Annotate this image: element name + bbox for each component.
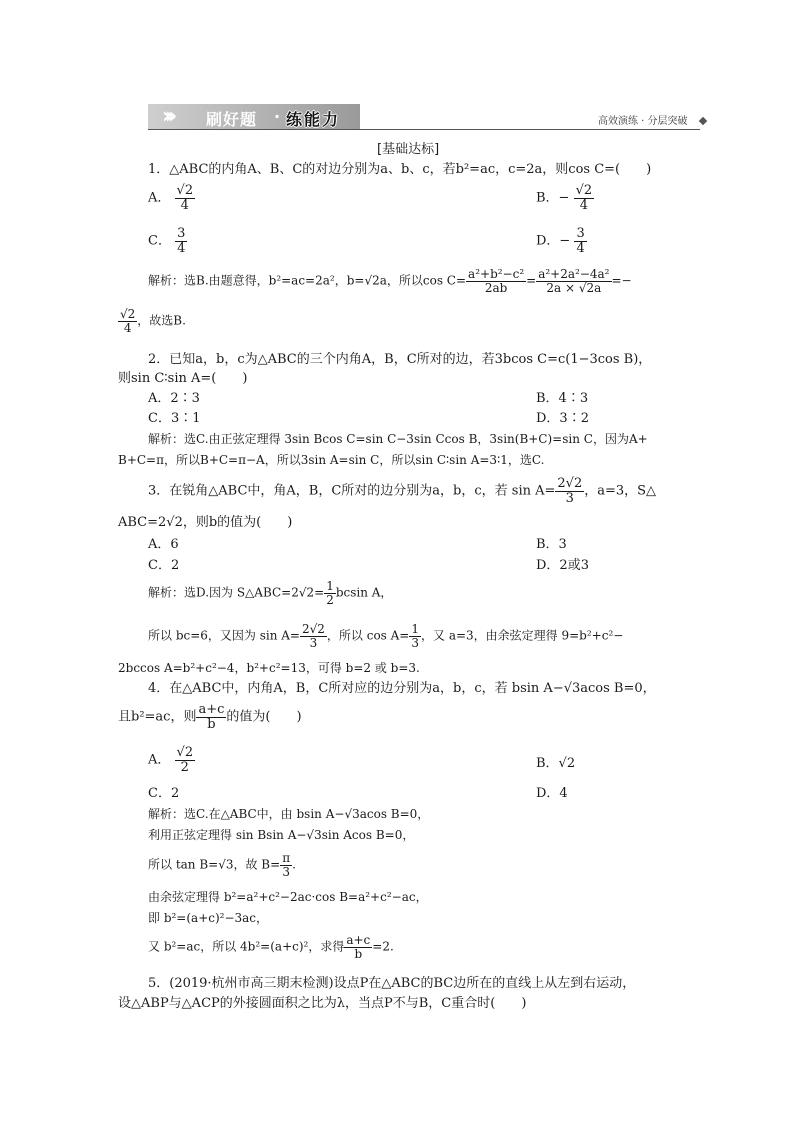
q1-option-b-label: B．−	[536, 190, 570, 206]
q3-solution2-frac2-den: 3	[411, 635, 420, 650]
q3-solution2-end: ，又 a=3，由余弦定理得 9=b²+c²−	[421, 628, 624, 643]
q4-option-a-den: 2	[180, 759, 189, 775]
q1-option-b	[536, 184, 594, 212]
q1-option-a	[148, 184, 195, 212]
q2-option-a: A．2∶3	[148, 391, 200, 406]
q1-option-d-den: 4	[576, 240, 585, 256]
q2-stem-line1: 2．已知a，b，c为△ABC的三个内角A，B，C所对的边，若3bcos C=c(1−3cos B)，	[148, 352, 652, 367]
q3-solution2-mid: ，所以 cos A=	[326, 628, 410, 643]
q1-option-d-fraction	[574, 227, 586, 255]
q4-stem-end: 的值为( )	[226, 709, 302, 725]
header-right-text: 高效演练 · 分层突破	[598, 116, 688, 127]
q3-solution2-frac1-den: 3	[309, 635, 318, 650]
q4-solution-line1: 解析：选C.在△ABC中，由 bsin A−√3acos B=0，	[148, 807, 430, 821]
q1-option-d-label: D．−	[536, 233, 571, 249]
q4-solution-line3	[148, 852, 296, 878]
q1-solution-eq: =	[526, 273, 537, 288]
q1-solution-frac3-den: 4	[123, 320, 132, 335]
q4-solution-line5: 即 b²=(a+c)²−3ac，	[148, 911, 269, 925]
q4-solution6-end: =2.	[372, 939, 394, 954]
q4-option-d: D．4	[536, 786, 568, 801]
q1-solution-frac3-num: √2	[120, 307, 136, 321]
q3-solution-end: bcsin A，	[335, 585, 393, 600]
q4-solution6-frac-num: a+c	[346, 933, 371, 947]
q4-solution-line6	[148, 934, 394, 960]
q1-solution-frac2-den: 2a × √2a	[546, 280, 602, 295]
q4-option-b: B．√2	[536, 756, 576, 771]
q2-solution-line1: 解析：选C.由正弦定理得 3sin Bcos C=sin C−3sin Ccos B，3sin(B+C)=sin C，因为A+	[148, 432, 648, 446]
q3-solution-frac-num: 1	[326, 579, 334, 593]
q4-solution-line4: 由余弦定理得 b²=a²+c²−2ac·cos B=a²+c²−ac，	[148, 890, 428, 904]
q1-solution-frac1-den: 2ab	[484, 280, 508, 295]
q1-option-b-den: 4	[579, 197, 589, 213]
q4-option-a-fraction	[175, 746, 196, 774]
q3-solution2-frac1	[300, 623, 327, 649]
q1-option-c-num: 3	[177, 226, 186, 241]
q4-option-c: C．2	[148, 786, 180, 801]
q1-solution-line2	[118, 308, 186, 334]
banner-dot: ·	[274, 107, 281, 126]
q1-option-d-num: 3	[576, 226, 585, 241]
q2-solution-line2: B+C=π，所以B+C=π−A，所以3sin A=sin C，所以sin C∶sin A=3∶1，选C.	[118, 453, 545, 467]
q1-option-b-num: √2	[575, 183, 593, 198]
q3-option-d: D．2或3	[536, 558, 589, 573]
q3-stem-end: ，a=3，S△	[584, 483, 657, 499]
q2-option-b: B．4∶3	[536, 391, 589, 406]
q3-stem-line1	[148, 477, 656, 505]
q1-solution-line1	[148, 268, 632, 294]
q4-stem-frac-num: a+c	[198, 702, 225, 717]
q5-stem-line2: 设△ABP与△ACP的外接圆面积之比为λ，当点P不与B，C重合时( )	[118, 996, 527, 1011]
q1-solution-frac1	[466, 268, 526, 294]
q4-stem-frac-den: b	[207, 716, 216, 732]
q1-solution-start: 解析：选B.由题意得，b²=ac=2a²，b=√2a，所以cos C=	[148, 273, 467, 288]
q2-stem-line2: 则sin C∶sin A=( )	[118, 371, 248, 386]
q3-solution-frac	[324, 580, 336, 606]
q1-solution-tail: =−	[611, 273, 632, 288]
q3-stem-fraction	[555, 477, 584, 505]
q1-option-a-fraction	[175, 184, 196, 212]
q3-stem-start: 3．在锐角△ABC中，角A，B，C所对的边分别为a，b，c，若 sin A=	[148, 483, 556, 499]
q2-option-c: C．3∶1	[148, 411, 201, 426]
q3-solution2-start: 所以 bc=6，又因为 sin A=	[148, 628, 300, 643]
q4-solution6-frac	[344, 934, 372, 960]
q1-option-b-fraction	[574, 184, 595, 212]
q1-option-d	[536, 227, 587, 255]
q4-stem-line1: 4．在△ABC中，内角A，B，C所对应的边分别为a，b，c，若 bsin A−√3acos B=0，	[148, 681, 656, 696]
q1-option-c-fraction	[175, 227, 187, 255]
q1-option-c-den: 4	[177, 240, 186, 256]
q3-solution2-frac2-num: 1	[411, 622, 420, 636]
q4-solution6-start: 又 b²=ac，所以 4b²=(a+c)²，求得	[148, 939, 345, 954]
q4-solution3-frac-num: π	[282, 851, 291, 865]
q1-stem: 1．△ABC的内角A、B、C的对边分别为a、b、c，若b²=ac，c=2a，则cos C=( )	[148, 162, 652, 177]
q1-option-a-label: A．	[148, 190, 171, 206]
q1-solution-frac1-num: a²+b²−c²	[468, 267, 525, 281]
q1-solution-frac2-num: a²+2a²−4a²	[538, 267, 610, 281]
q1-option-c	[148, 227, 187, 255]
q3-solution-line3: 2bccos A=b²+c²−4，b²+c²=13，可得 b=2 或 b=3.	[118, 661, 420, 675]
q1-solution-frac3	[118, 308, 137, 334]
q4-solution3-frac	[280, 852, 292, 878]
q3-option-a: A．6	[148, 537, 179, 552]
q4-solution3-frac-den: 3	[282, 864, 290, 879]
q1-option-a-num: √2	[176, 183, 194, 198]
q4-stem-line2	[118, 703, 302, 731]
q3-solution-line1	[148, 580, 392, 606]
banner-title: 刷好题	[206, 110, 258, 129]
section-title: [基础达标]	[377, 142, 440, 157]
q4-option-a-label: A．	[148, 752, 171, 768]
q4-stem-fraction	[196, 703, 226, 731]
q4-solution6-frac-den: b	[354, 946, 363, 961]
q3-solution2-frac2	[409, 623, 421, 649]
q4-solution3-start: 所以 tan B=√3，故 B=	[148, 857, 281, 872]
q3-solution-start: 解析：选D.因为 S△ABC=2√2=	[148, 585, 325, 600]
q1-solution-frac2	[536, 268, 611, 294]
q2-option-d: D．3∶2	[536, 411, 589, 426]
diamond-icon	[699, 117, 707, 125]
q4-solution-line2: 利用正弦定理得 sin Bsin A−√3sin Acos B=0，	[148, 828, 415, 842]
q1-solution-end: ，故选B.	[137, 313, 186, 328]
q3-solution-frac-den: 2	[326, 592, 334, 607]
q4-solution3-end: .	[292, 857, 296, 872]
q5-stem-line1: 5．(2019·杭州市高三期末检测)设点P在△ABC的BC边所在的直线上从左到右运动，	[148, 976, 636, 991]
header-divider	[148, 129, 700, 130]
double-chevron-icon: ›››	[162, 104, 172, 129]
q3-stem-frac-num: 2√2	[557, 476, 583, 491]
q4-stem-start: 且b²=ac，则	[118, 709, 197, 725]
q3-solution-line2	[148, 623, 623, 649]
q3-option-b: B．3	[536, 537, 567, 552]
q4-option-a-num: √2	[176, 745, 194, 760]
q1-option-a-den: 4	[180, 197, 189, 213]
banner-subtitle: 练能力	[286, 110, 341, 129]
q3-stem-frac-den: 3	[565, 490, 574, 506]
q3-option-c: C．2	[148, 558, 180, 573]
q3-solution2-frac1-num: 2√2	[301, 622, 325, 636]
q3-stem-line2: ABC=2√2，则b的值为( )	[118, 515, 293, 530]
q1-option-c-label: C．	[148, 233, 171, 249]
q4-option-a	[148, 746, 195, 774]
header-banner	[148, 104, 360, 130]
